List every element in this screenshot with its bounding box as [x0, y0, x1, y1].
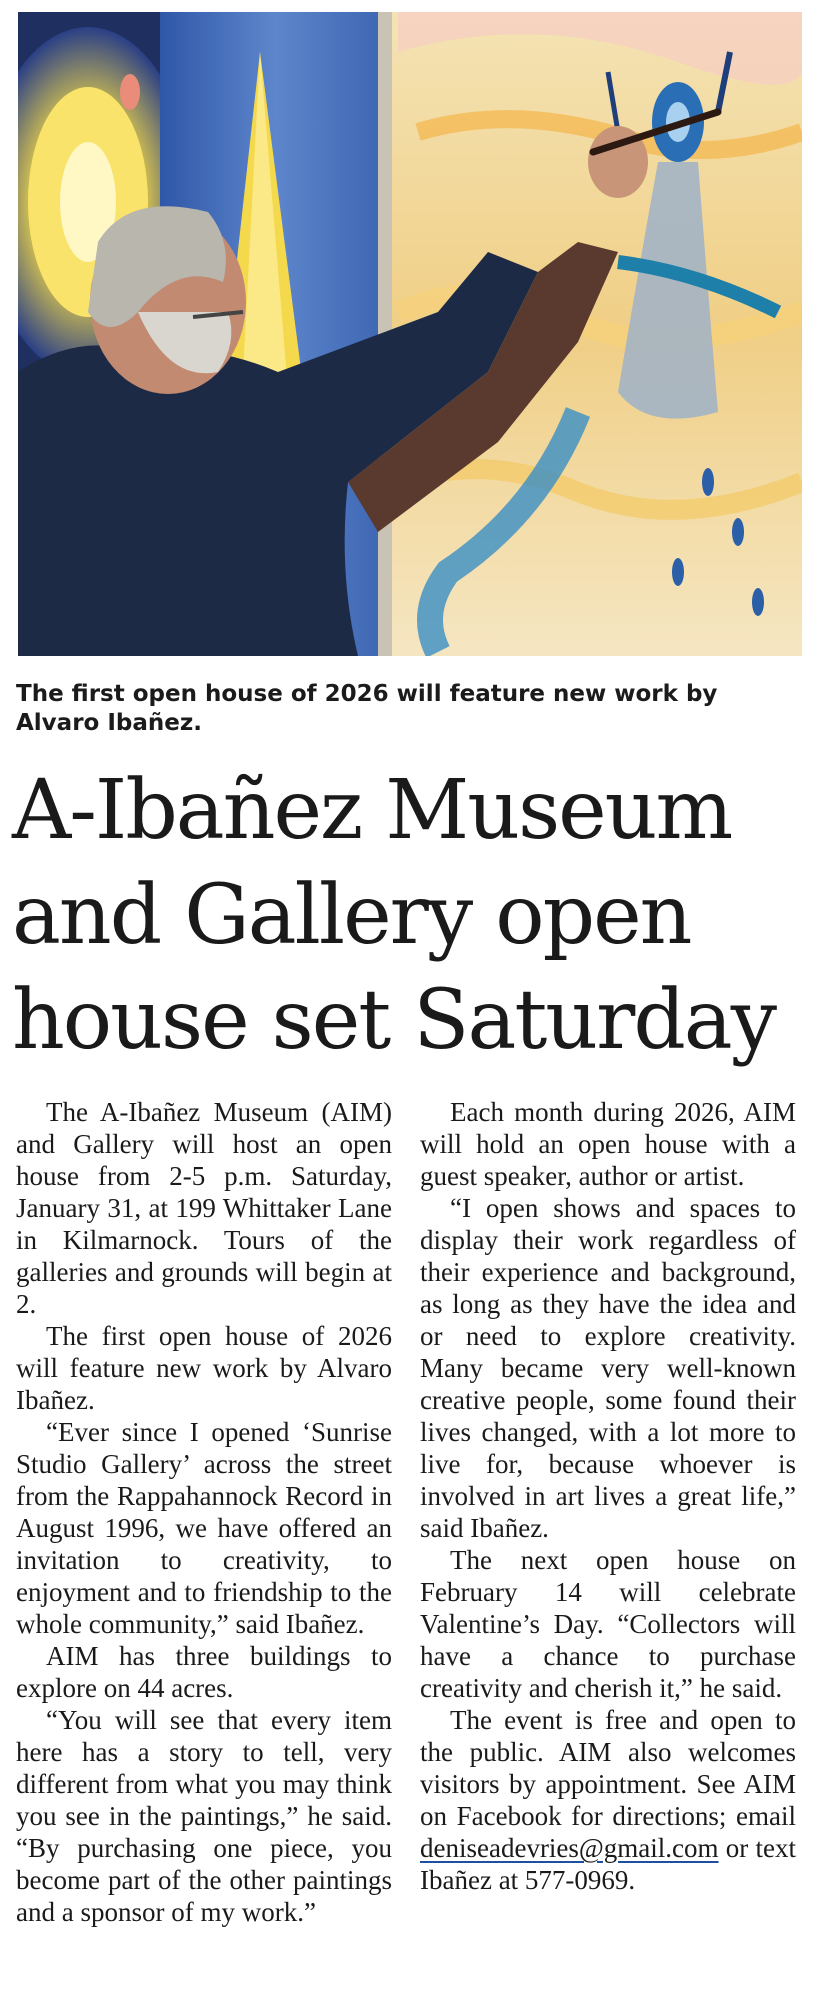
paragraph: The next open house on February 14 will celebrate Valentine’s Day. “Collectors will have a chance to purchase creativity and cherish it,” he said. [420, 1545, 796, 1703]
contact-text-before: The event is free and open to the public. AIM also welcomes visitors by appointment. See AIM on Facebook for directions; email [420, 1705, 796, 1831]
paragraph: The A-Ibañez Museum (AIM) and Gallery will host an open house from 2-5 p.m. Saturday, January 31, at 199 Whittaker Lane in Kilmarnock. Tours of the galleries and grounds will begin at 2. [16, 1097, 392, 1319]
paragraph: “You will see that every item here has a story to tell, very different from what you may think you see in the paintings,” he said. “By purchasing one piece, you become part of the other paintings and a sponsor of my work.” [16, 1705, 392, 1927]
paragraph: Each month during 2026, AIM will hold an open house with a guest speaker, author or artist. [420, 1097, 796, 1191]
article-column-right [420, 1096, 796, 1896]
photo-caption: The first open house of 2026 will feature new work by Alvaro Ibañez. [16, 681, 718, 736]
email-link[interactable]: deniseadevries@gmail.com [420, 1833, 719, 1863]
article-photo [18, 12, 802, 656]
article-column-left [16, 1096, 392, 1928]
painter-photo-illustration [18, 12, 802, 656]
paragraph: The first open house of 2026 will feature new work by Alvaro Ibañez. [16, 1321, 392, 1415]
paragraph: “Ever since I opened ‘Sunrise Studio Gallery’ across the street from the Rappahannock Record in August 1996, we have offered an invitation to creativity, to enjoyment and to friendship to the whole community,” said Ibañez. [16, 1417, 392, 1639]
article-headline: A-Ibañez Museum and Gallery open house set Saturday [12, 763, 776, 1068]
paragraph: “I open shows and spaces to display their work regardless of their experience and background, as long as they have the idea and or need to explore creativity. Many became very well-known creative people, some found their lives changed, with a lot more to live for, because whoever is involved in art lives a great life,” said Ibañez. [420, 1193, 796, 1543]
contact-text-after: or text Ibañez at 577-0969. [420, 1833, 796, 1895]
paragraph-contact [420, 1704, 796, 1896]
paragraph: AIM has three buildings to explore on 44 acres. [16, 1641, 392, 1703]
